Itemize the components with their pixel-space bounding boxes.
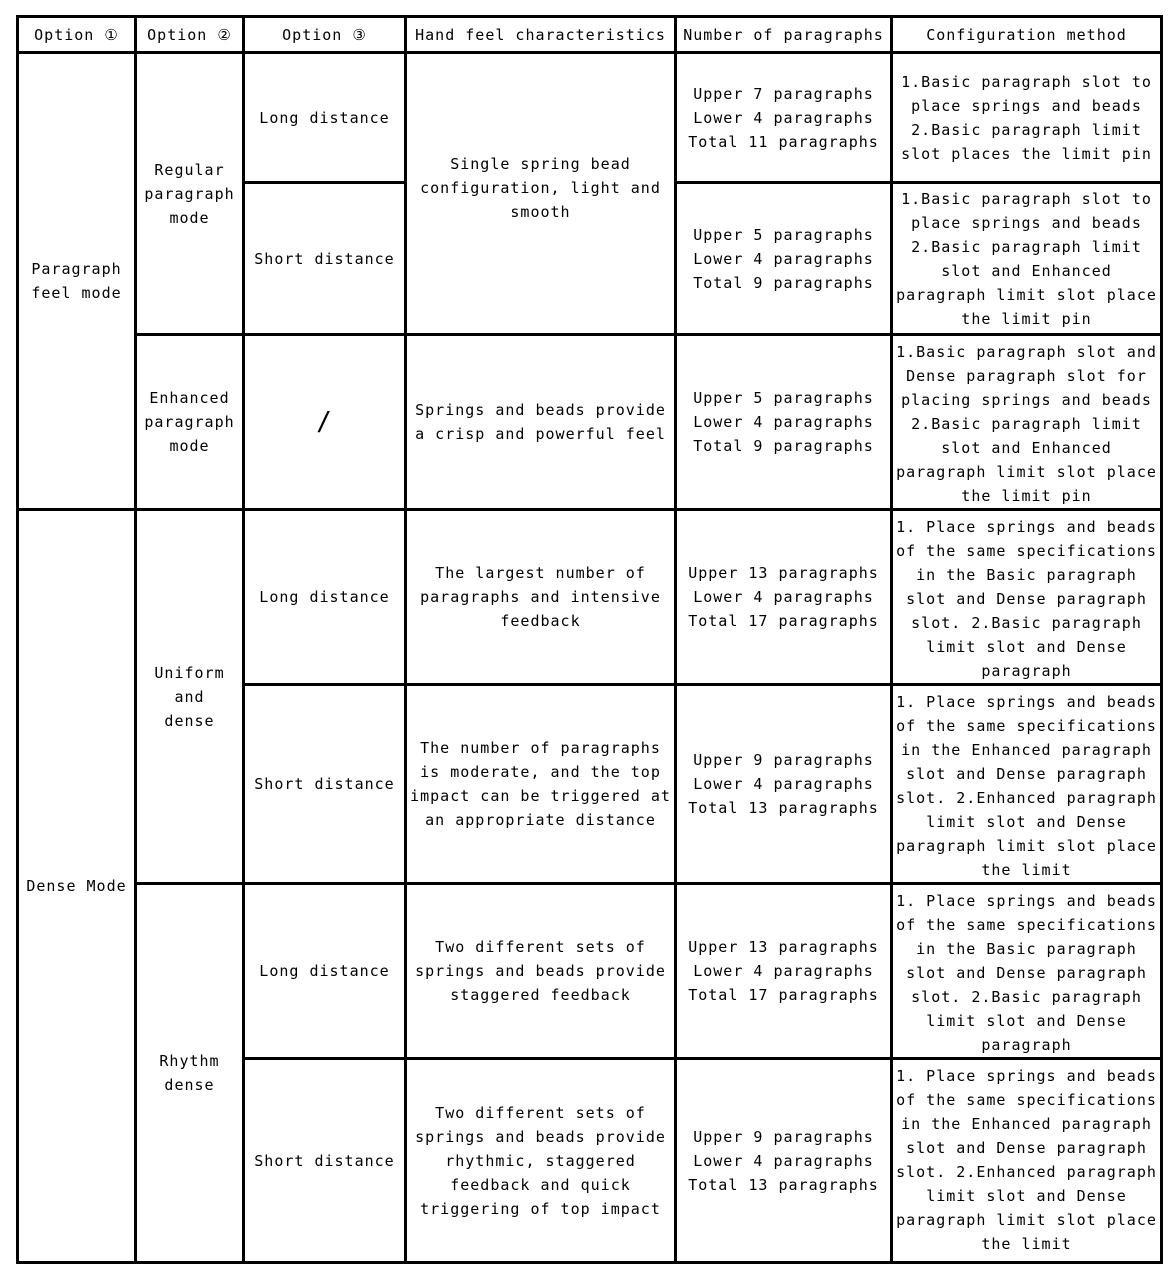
header-option-3: Option ③ xyxy=(244,17,406,53)
count-upper: Upper 5 paragraphs xyxy=(693,389,874,407)
count-upper: Upper 9 paragraphs xyxy=(693,751,874,769)
count-upper: Upper 9 paragraphs xyxy=(693,1127,874,1146)
distance-cell: Short distance xyxy=(244,1059,406,1263)
config-cell: 1. Place springs and beads of the same specifications in the Basic paragraph slot and Dense paragraph slot. 2.Basic paragraph limit slot and Dense paragraph xyxy=(892,510,1162,685)
paragraph-count-cell xyxy=(676,685,892,884)
paragraph-count-cell xyxy=(676,183,892,335)
header-row xyxy=(18,17,1162,53)
config-cell: 1.Basic paragraph slot to place springs and beads 2.Basic paragraph limit slot and Enhanced paragraph limit slot place the limit pin xyxy=(892,183,1162,335)
header-option-1: Option ① xyxy=(18,17,136,53)
mode-enhanced-paragraph: Enhanced paragraph mode xyxy=(136,335,244,510)
count-upper: Upper 13 paragraphs xyxy=(688,938,879,956)
header-config-method: Configuration method xyxy=(892,17,1162,53)
distance-cell: Long distance xyxy=(244,510,406,685)
count-total: Total 17 paragraphs xyxy=(688,986,879,1004)
feel-cell: Two different sets of springs and beads provide staggered feedback xyxy=(406,884,676,1059)
distance-not-applicable: / xyxy=(244,335,406,510)
paragraph-count-cell xyxy=(676,884,892,1059)
count-upper: Upper 7 paragraphs xyxy=(693,84,874,103)
header-hand-feel: Hand feel characteristics xyxy=(406,17,676,53)
distance-cell: Long distance xyxy=(244,53,406,183)
count-lower: Lower 4 paragraphs xyxy=(693,249,874,268)
header-paragraph-count: Number of paragraphs xyxy=(676,17,892,53)
paragraph-count-cell xyxy=(676,1059,892,1263)
table-row xyxy=(18,510,1162,685)
paragraph-count-cell xyxy=(676,510,892,685)
count-upper: Upper 5 paragraphs xyxy=(693,225,874,244)
distance-cell: Short distance xyxy=(244,183,406,335)
group-dense-mode: Dense Mode xyxy=(18,510,136,1263)
feel-cell: Springs and beads provide a crisp and powerful feel xyxy=(406,335,676,510)
feel-cell: Two different sets of springs and beads provide rhythmic, staggered feedback and quick triggering of top impact xyxy=(406,1059,676,1263)
count-lower: Lower 4 paragraphs xyxy=(693,962,874,980)
header-option-2: Option ② xyxy=(136,17,244,53)
config-cell: 1.Basic paragraph slot to place springs and beads 2.Basic paragraph limit slot places the limit pin xyxy=(892,53,1162,183)
count-total: Total 17 paragraphs xyxy=(688,612,879,630)
count-upper: Upper 13 paragraphs xyxy=(688,564,879,582)
feel-cell: The largest number of paragraphs and intensive feedback xyxy=(406,510,676,685)
mode-regular-paragraph: Regular paragraph mode xyxy=(136,53,244,335)
feel-cell: The number of paragraphs is moderate, and the top impact can be triggered at an appropriate distance xyxy=(406,685,676,884)
paragraph-count-cell xyxy=(676,335,892,510)
count-lower: Lower 4 paragraphs xyxy=(693,588,874,606)
config-cell: 1.Basic paragraph slot and Dense paragraph slot for placing springs and beads 2.Basic paragraph limit slot and Enhanced paragraph limit slot place the limit pin xyxy=(892,335,1162,510)
hand-feel-config-table xyxy=(16,15,1163,1264)
count-total: Total 13 paragraphs xyxy=(688,799,879,817)
feel-regular xyxy=(406,53,676,335)
mode-uniform-dense: Uniform and dense xyxy=(136,510,244,884)
table-row xyxy=(18,335,1162,510)
count-total: Total 13 paragraphs xyxy=(688,1175,879,1194)
count-lower: Lower 4 paragraphs xyxy=(693,108,874,127)
table-row xyxy=(18,884,1162,1059)
config-cell: 1. Place springs and beads of the same specifications in the Enhanced paragraph slot and Dense paragraph slot. 2.Enhanced paragraph limit slot and Dense paragraph limit slot place the limit xyxy=(892,1059,1162,1263)
count-total: Total 11 paragraphs xyxy=(688,132,879,151)
distance-cell: Long distance xyxy=(244,884,406,1059)
mode-rhythm-dense: Rhythm dense xyxy=(136,884,244,1263)
count-lower: Lower 4 paragraphs xyxy=(693,413,874,431)
config-cell: 1. Place springs and beads of the same specifications in the Enhanced paragraph slot and Dense paragraph slot. 2.Enhanced paragraph limit slot and Dense paragraph limit slot place the limit xyxy=(892,685,1162,884)
paragraph-count-cell xyxy=(676,53,892,183)
table-row xyxy=(18,53,1162,183)
feel-text: Single spring bead configuration, light and smooth xyxy=(420,155,661,221)
count-lower: Lower 4 paragraphs xyxy=(693,775,874,793)
count-total: Total 9 paragraphs xyxy=(693,273,874,292)
distance-cell: Short distance xyxy=(244,685,406,884)
config-cell: 1. Place springs and beads of the same specifications in the Basic paragraph slot and Dense paragraph slot. 2.Basic paragraph limit slot and Dense paragraph xyxy=(892,884,1162,1059)
count-total: Total 9 paragraphs xyxy=(693,437,874,455)
group-paragraph-feel-mode: Paragraph feel mode xyxy=(18,53,136,510)
count-lower: Lower 4 paragraphs xyxy=(693,1151,874,1170)
